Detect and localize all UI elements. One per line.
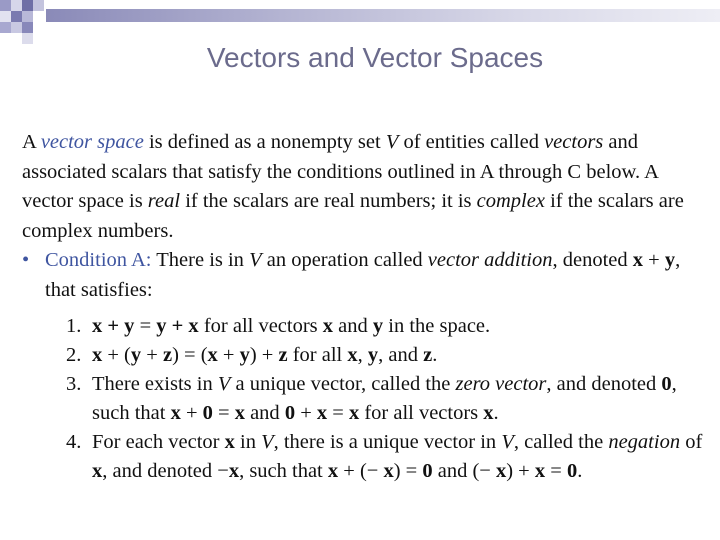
- text: There is in: [151, 249, 250, 271]
- text: an operation called: [261, 249, 428, 271]
- vector-symbol: x: [348, 402, 360, 424]
- vector-symbol: y: [367, 344, 379, 366]
- text: There exists in: [92, 373, 218, 395]
- text: in the space.: [383, 315, 491, 337]
- text: ) =: [393, 460, 423, 482]
- condition-item: [66, 341, 706, 370]
- vector-symbol: y: [372, 315, 384, 337]
- condition-a-bullet: [22, 246, 712, 305]
- italic-term: V: [501, 431, 514, 453]
- text: .: [493, 402, 499, 424]
- text: ) +: [249, 344, 279, 366]
- vector-symbol: x: [495, 460, 507, 482]
- text: , and: [378, 344, 424, 366]
- vector-symbol: x: [92, 344, 103, 366]
- text: , denoted: [552, 249, 633, 271]
- deco-square: [0, 0, 11, 11]
- deco-square: [22, 0, 33, 11]
- condition-item: [66, 370, 706, 428]
- text: +: [217, 344, 240, 366]
- text: for all vectors: [359, 402, 484, 424]
- term-vector-addition: vector addition: [427, 249, 553, 271]
- vector-symbol: x: [534, 460, 546, 482]
- text: + (: [102, 344, 131, 366]
- text: a unique vector, called the: [230, 373, 456, 395]
- text: , and denoted: [546, 373, 662, 395]
- vector-symbol: x: [316, 402, 328, 424]
- vector-symbol: 0: [661, 373, 672, 395]
- text: +: [180, 402, 203, 424]
- vector-symbol: x: [483, 402, 494, 424]
- condition-number: 3.: [66, 373, 82, 395]
- vector-symbol: x: [170, 402, 181, 424]
- vector-symbol: x: [632, 249, 644, 271]
- bullet-icon: •: [22, 249, 30, 271]
- deco-square: [0, 22, 11, 33]
- deco-square: [0, 11, 11, 22]
- text: =: [545, 460, 567, 482]
- vector-symbol: 0: [566, 460, 578, 482]
- italic-term: negation: [608, 431, 681, 453]
- text: +: [295, 402, 317, 424]
- slide-body: [22, 128, 712, 305]
- term-complex: complex: [476, 190, 545, 212]
- definition-paragraph: [22, 128, 712, 246]
- text: and: [333, 315, 373, 337]
- text: and associated scalars that satisfy the conditions outlined in A through C below. A vector space is: [22, 131, 658, 212]
- vector-symbol: x: [383, 460, 394, 482]
- set-symbol: V: [249, 249, 262, 271]
- header-decoration: [0, 0, 720, 46]
- text: for all: [287, 344, 348, 366]
- vector-symbol: y: [239, 344, 250, 366]
- vector-symbol: x: [327, 460, 339, 482]
- text: and (−: [432, 460, 496, 482]
- text: A: [22, 131, 41, 153]
- set-symbol: V: [385, 131, 399, 153]
- condition-a-label: Condition A:: [45, 249, 152, 271]
- text: ) +: [506, 460, 535, 482]
- text: and: [244, 402, 285, 424]
- text: , and denoted −: [102, 460, 229, 482]
- text: +: [141, 344, 163, 366]
- text: =: [134, 315, 157, 337]
- text: if the scalars are complex numbers.: [22, 190, 684, 242]
- vector-symbol: 0: [422, 460, 433, 482]
- vector-symbol: z: [423, 344, 433, 366]
- text: ,: [357, 344, 368, 366]
- vector-symbol: x: [347, 344, 358, 366]
- term-vectors: vectors: [544, 131, 604, 153]
- text: , called the: [513, 431, 609, 453]
- deco-square: [11, 11, 22, 22]
- condition-number: 4.: [66, 431, 82, 453]
- deco-square: [33, 0, 44, 11]
- text: , such that: [92, 373, 677, 424]
- deco-square: [22, 22, 33, 33]
- term-real: real: [147, 190, 181, 212]
- text: +: [643, 249, 665, 271]
- vector-symbol: x: [228, 460, 240, 482]
- text: =: [212, 402, 235, 424]
- text: if the scalars are real numbers; it is: [180, 190, 477, 212]
- vector-symbol: x: [224, 431, 235, 453]
- vector-symbol: x: [234, 402, 245, 424]
- italic-term: zero vector: [455, 373, 547, 395]
- vector-symbol: z: [162, 344, 173, 366]
- text: .: [432, 344, 438, 366]
- term-vector-space: vector space: [40, 131, 144, 153]
- text: For each vector: [92, 431, 225, 453]
- vector-symbol: 0: [284, 402, 296, 424]
- text: , such that: [239, 460, 328, 482]
- conditions-list: [66, 312, 706, 486]
- vector-symbol: x: [92, 460, 103, 482]
- text: , that satisfies:: [45, 249, 681, 301]
- vector-symbol: x: [322, 315, 334, 337]
- vector-symbol: y: [130, 344, 142, 366]
- condition-number: 1.: [66, 315, 82, 337]
- condition-number: 2.: [66, 344, 82, 366]
- slide-title: Vectors and Vector Spaces: [206, 42, 544, 73]
- text: is defined as a nonempty set: [143, 131, 386, 153]
- vector-symbol: y: [664, 249, 676, 271]
- header-gradient-bar: [46, 9, 720, 22]
- deco-square: [11, 22, 22, 33]
- vector-symbol: x + y: [92, 315, 135, 337]
- vector-symbol: x: [207, 344, 218, 366]
- text: .: [577, 460, 583, 482]
- italic-term: V: [261, 431, 274, 453]
- vector-symbol: 0: [202, 402, 213, 424]
- vector-symbol: y + x: [156, 315, 199, 337]
- text: ) = (: [172, 344, 208, 366]
- text: in: [234, 431, 262, 453]
- text: + (−: [338, 460, 384, 482]
- text: of: [680, 431, 703, 453]
- text: of entities called: [398, 131, 545, 153]
- condition-item: [66, 312, 706, 341]
- text: =: [327, 402, 349, 424]
- deco-square: [22, 11, 33, 22]
- deco-square: [11, 0, 22, 11]
- italic-term: V: [217, 373, 231, 395]
- condition-item: [66, 428, 706, 486]
- vector-symbol: z: [278, 344, 288, 366]
- text: for all vectors: [198, 315, 323, 337]
- text: , there is a unique vector in: [273, 431, 502, 453]
